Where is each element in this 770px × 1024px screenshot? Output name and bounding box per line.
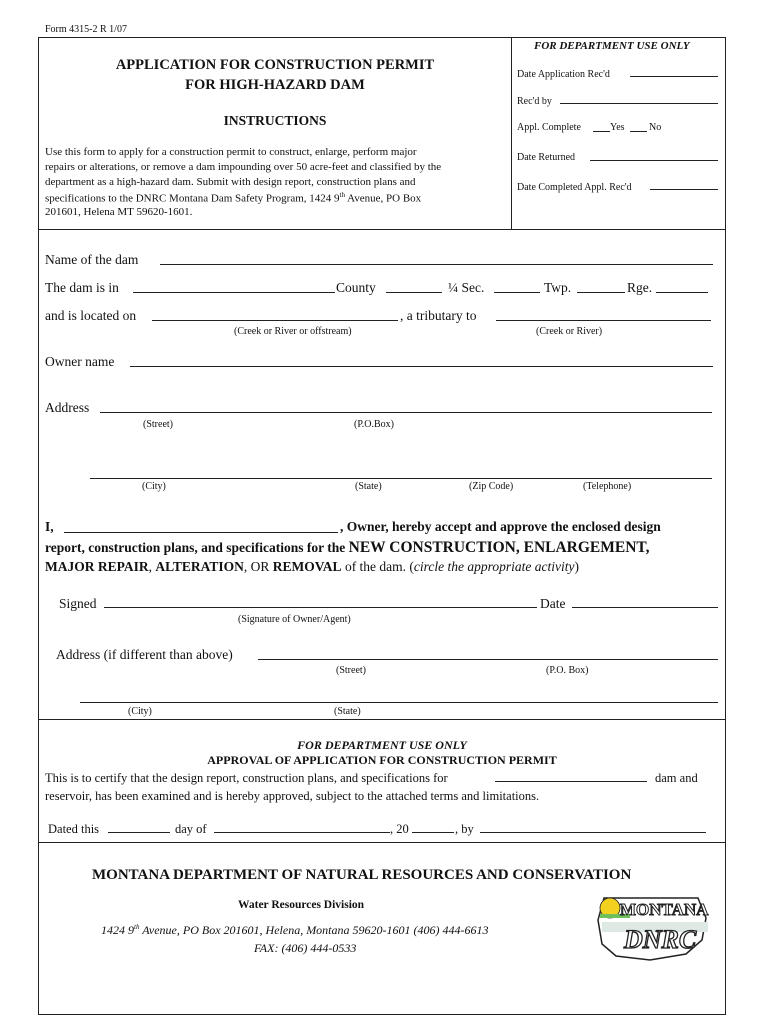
title-line2: FOR HIGH-HAZARD DAM <box>185 77 365 93</box>
creek-or-offstream-note: (Creek or River or offstream) <box>234 326 352 337</box>
county-label: County <box>336 280 376 295</box>
footer-fax: FAX: (406) 444-0533 <box>254 941 357 955</box>
address-label: Address <box>45 400 90 415</box>
quarter-sec-label: ¼ Sec. <box>448 280 485 295</box>
owner-name-field[interactable] <box>130 366 713 367</box>
instructions-line5: 201601, Helena MT 59620-1601. <box>45 206 193 218</box>
logo-montana-text: MONTANA <box>620 900 709 919</box>
divider-1 <box>38 229 726 230</box>
alt-state-note: (State) <box>334 706 361 717</box>
activity-new-construction[interactable]: NEW CONSTRUCTION <box>348 539 516 556</box>
form-number: Form 4315-2 R 1/07 <box>45 24 127 35</box>
title-line1: APPLICATION FOR CONSTRUCTION PERMIT <box>115 57 435 73</box>
department-name: MONTANA DEPARTMENT OF NATURAL RESOURCES AND CONSERVATION <box>92 867 632 883</box>
dam-name-field[interactable] <box>160 264 713 265</box>
dated-year-field[interactable] <box>412 832 454 833</box>
approval-dept-only: FOR DEPARTMENT USE ONLY <box>297 738 467 752</box>
approval-heading: APPROVAL OF APPLICATION FOR CONSTRUCTION PERMIT <box>207 753 557 767</box>
acceptance-line3: MAJOR REPAIR, ALTERATION, OR REMOVAL of the dam. (circle the appropriate activity) <box>45 559 579 574</box>
po-box-note: (P.O.Box) <box>354 419 395 430</box>
activity-enlargement[interactable]: ENLARGEMENT <box>523 539 646 556</box>
date-received-field[interactable] <box>630 76 718 77</box>
divider-2 <box>38 719 726 720</box>
year-prefix-label: , 20 <box>390 822 409 836</box>
certify-text-c: reservoir, has been examined and is hereby approved, subject to the attached terms and limitations. <box>45 789 540 803</box>
activity-alteration[interactable]: ALTERATION <box>155 559 244 574</box>
creek-or-river-note: (Creek or River) <box>536 326 603 337</box>
quarter-sec-field[interactable] <box>494 292 540 293</box>
approved-dam-name-field[interactable] <box>495 781 647 782</box>
tributary-label: , a tributary to <box>400 308 477 323</box>
rge-field[interactable] <box>656 292 708 293</box>
date-received-label: Date Application Rec'd <box>517 69 610 80</box>
certify-text-b: dam and <box>655 771 698 785</box>
dept-box-divider <box>511 37 512 229</box>
sign-date-field[interactable] <box>572 607 718 608</box>
instructions-line2: repairs or alterations, or remove a dam impounding over 50 acre-feet and classified by the <box>45 161 442 173</box>
alt-address-street-field[interactable] <box>258 659 718 660</box>
tributary-field[interactable] <box>496 320 711 321</box>
alt-city-note: (City) <box>128 706 152 717</box>
activity-major-repair[interactable]: MAJOR REPAIR <box>45 559 149 574</box>
footer-address: 1424 9th Avenue, PO Box 201601, Helena, Montana 59620-1601 (406) 444-6613 <box>101 923 489 937</box>
signature-note: (Signature of Owner/Agent) <box>238 614 351 625</box>
divider-3 <box>38 842 726 843</box>
dam-name-label: Name of the dam <box>45 252 139 267</box>
located-on-label: and is located on <box>45 308 137 323</box>
no-label: No <box>649 122 662 133</box>
alt-street-note: (Street) <box>336 665 366 676</box>
signature-field[interactable] <box>104 607 537 608</box>
recd-by-label: Rec'd by <box>517 96 552 107</box>
signed-label: Signed <box>59 596 97 611</box>
yes-label: Yes <box>610 122 625 133</box>
dated-this-label: Dated this <box>48 822 100 836</box>
located-on-field[interactable] <box>152 320 398 321</box>
telephone-note: (Telephone) <box>583 481 632 492</box>
logo-dnrc-text: DNRC <box>624 925 697 954</box>
by-label: , by <box>455 822 474 836</box>
state-note: (State) <box>355 481 382 492</box>
alt-address-city-field[interactable] <box>80 702 718 703</box>
dept-use-heading: FOR DEPARTMENT USE ONLY <box>534 40 690 52</box>
date-returned-field[interactable] <box>590 160 718 161</box>
approved-by-field[interactable] <box>480 832 706 833</box>
dated-day-field[interactable] <box>108 832 170 833</box>
county-field[interactable] <box>386 292 442 293</box>
acceptance-line1: , Owner, hereby accept and approve the enclosed design <box>340 519 661 534</box>
address-city-field[interactable] <box>90 478 712 479</box>
instructions-line1: Use this form to apply for a construction permit to construct, enlarge, perform major <box>45 146 417 158</box>
twp-label: Twp. <box>544 280 572 295</box>
date-completed-field[interactable] <box>650 189 718 190</box>
twp-field[interactable] <box>577 292 625 293</box>
address-different-label: Address (if different than above) <box>56 647 233 662</box>
activity-removal[interactable]: REMOVAL <box>272 559 342 574</box>
acceptance-line2: report, construction plans, and specifications for the NEW CONSTRUCTION, ENLARGEMENT, <box>45 539 650 556</box>
city-note: (City) <box>142 481 166 492</box>
recd-by-field[interactable] <box>560 103 718 104</box>
appl-complete-yes-field[interactable] <box>593 131 610 132</box>
sign-date-label: Date <box>540 596 566 611</box>
rge-label: Rge. <box>627 280 653 295</box>
dam-is-in-label: The dam is in <box>45 280 119 295</box>
dated-month-field[interactable] <box>214 832 390 833</box>
date-returned-label: Date Returned <box>517 152 576 163</box>
appl-complete-no-field[interactable] <box>630 131 647 132</box>
acceptance-i-label: I, <box>45 519 54 534</box>
day-of-label: day of <box>175 822 207 836</box>
dnrc-logo <box>590 888 715 970</box>
dam-location-field[interactable] <box>133 292 335 293</box>
appl-complete-label: Appl. Complete <box>517 122 581 133</box>
instructions-line3: department as a high-hazard dam. Submit with design report, construction plans and <box>45 176 416 188</box>
certify-text-a: This is to certify that the design report, construction plans, and specifications for <box>45 771 448 785</box>
owner-name-label: Owner name <box>45 354 115 369</box>
instructions-heading: INSTRUCTIONS <box>223 113 327 128</box>
zip-note: (Zip Code) <box>469 481 514 492</box>
instructions-line4: specifications to the DNRC Montana Dam Safety Program, 1424 9th Avenue, PO Box <box>45 191 422 205</box>
division-name: Water Resources Division <box>238 899 365 911</box>
address-street-field[interactable] <box>100 412 712 413</box>
street-note: (Street) <box>143 419 173 430</box>
owner-acceptance-name-field[interactable] <box>64 532 338 533</box>
alt-po-box-note: (P.O. Box) <box>546 665 589 676</box>
date-completed-label: Date Completed Appl. Rec'd <box>517 182 632 193</box>
